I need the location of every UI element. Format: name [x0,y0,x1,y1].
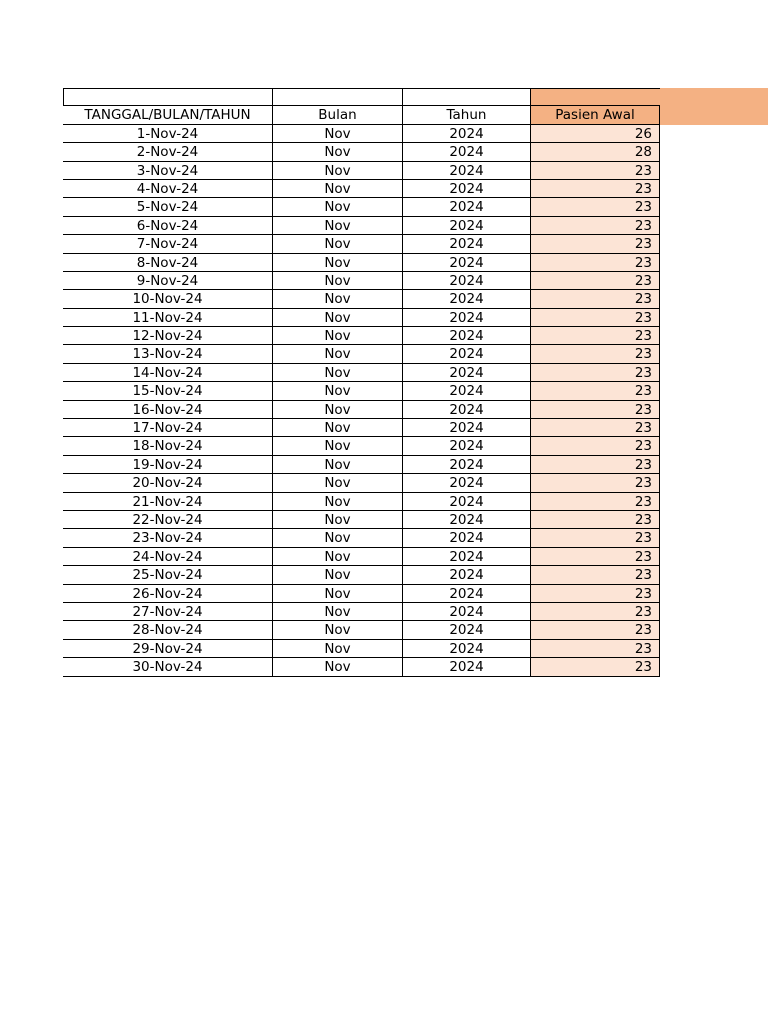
cell-month[interactable]: Nov [273,217,403,235]
cell-date[interactable]: 25-Nov-24 [63,566,273,584]
cell-year[interactable]: 2024 [403,198,531,216]
cell-month[interactable]: Nov [273,401,403,419]
cell-month[interactable]: Nov [273,235,403,253]
cell-month[interactable]: Nov [273,585,403,603]
table-row [63,493,660,511]
table-row [63,327,660,345]
cell-initial-patients[interactable]: 23 [531,566,660,584]
cell-month[interactable]: Nov [273,437,403,455]
table-row [63,143,660,161]
table-header-row [63,106,660,124]
table-row [63,401,660,419]
cell-initial-patients[interactable]: 23 [531,511,660,529]
cell-month[interactable]: Nov [273,198,403,216]
cell-date[interactable]: 23-Nov-24 [63,529,273,547]
cell-year[interactable]: 2024 [403,125,531,143]
cell-initial-patients[interactable]: 23 [531,640,660,658]
cell-month[interactable]: Nov [273,640,403,658]
cell-initial-patients[interactable]: 23 [531,456,660,474]
cell-year[interactable]: 2024 [403,658,531,676]
cell-initial-patients[interactable]: 23 [531,419,660,437]
cell-date[interactable]: 18-Nov-24 [63,437,273,455]
cell-initial-patients[interactable]: 23 [531,272,660,290]
cell-year[interactable]: 2024 [403,143,531,161]
cell-month[interactable]: Nov [273,345,403,363]
cell-initial-patients[interactable]: 23 [531,364,660,382]
table-row [63,309,660,327]
cell-year[interactable]: 2024 [403,345,531,363]
cell-date[interactable]: 2-Nov-24 [63,143,273,161]
cell-initial-patients[interactable]: 23 [531,235,660,253]
cell-date[interactable]: 26-Nov-24 [63,585,273,603]
cell-month[interactable]: Nov [273,162,403,180]
table-row [63,254,660,272]
table-row [63,621,660,639]
table-row [63,198,660,216]
cell-year[interactable]: 2024 [403,180,531,198]
table-row [63,566,660,584]
cell-date[interactable]: 7-Nov-24 [63,235,273,253]
header-fill-extension [660,88,768,125]
cell-initial-patients[interactable]: 23 [531,437,660,455]
cell-year[interactable]: 2024 [403,235,531,253]
cell-date[interactable]: 3-Nov-24 [63,162,273,180]
cell-initial-patients[interactable]: 23 [531,585,660,603]
cell-year[interactable]: 2024 [403,437,531,455]
patient-table [63,88,660,677]
table-row [63,474,660,492]
cell-year[interactable]: 2024 [403,364,531,382]
table-row [63,235,660,253]
cell-date[interactable]: 8-Nov-24 [63,254,273,272]
cell-date[interactable]: 27-Nov-24 [63,603,273,621]
cell-initial-patients[interactable]: 23 [531,180,660,198]
cell-month[interactable]: Nov [273,309,403,327]
cell-initial-patients[interactable]: 23 [531,382,660,400]
cell-date[interactable]: 1-Nov-24 [63,125,273,143]
table-row [63,585,660,603]
table-row [63,658,660,676]
cell-month[interactable]: Nov [273,603,403,621]
cell-month[interactable]: Nov [273,529,403,547]
header-date[interactable]: TANGGAL/BULAN/TAHUN [63,106,273,124]
cell-initial-patients[interactable]: 23 [531,217,660,235]
cell-initial-patients[interactable]: 23 [531,327,660,345]
table-row [63,640,660,658]
table-row [63,125,660,143]
cell-year[interactable]: 2024 [403,382,531,400]
cell-date[interactable]: 22-Nov-24 [63,511,273,529]
cell-date[interactable]: 17-Nov-24 [63,419,273,437]
cell-year[interactable]: 2024 [403,290,531,308]
table-row [63,364,660,382]
table-row [63,290,660,308]
cell-date[interactable]: 29-Nov-24 [63,640,273,658]
cell-year[interactable]: 2024 [403,272,531,290]
table-row [63,419,660,437]
cell-date[interactable]: 10-Nov-24 [63,290,273,308]
cell-year[interactable]: 2024 [403,474,531,492]
cell-initial-patients[interactable]: 23 [531,290,660,308]
header-year[interactable]: Tahun [403,106,531,124]
cell-month[interactable]: Nov [273,254,403,272]
cell-year[interactable]: 2024 [403,217,531,235]
cell-initial-patients[interactable]: 23 [531,309,660,327]
table-row [63,162,660,180]
cell-month[interactable]: Nov [273,290,403,308]
cell-month[interactable]: Nov [273,419,403,437]
table-row [63,437,660,455]
cell-month[interactable]: Nov [273,327,403,345]
cell-year[interactable]: 2024 [403,585,531,603]
cell-month[interactable]: Nov [273,364,403,382]
cell-initial-patients[interactable]: 23 [531,198,660,216]
cell-initial-patients[interactable]: 23 [531,621,660,639]
cell-month[interactable]: Nov [273,180,403,198]
blank-cell[interactable] [273,88,403,106]
cell-initial-patients[interactable]: 23 [531,474,660,492]
header-month[interactable]: Bulan [273,106,403,124]
cell-date[interactable]: 9-Nov-24 [63,272,273,290]
table-row [63,548,660,566]
cell-month[interactable]: Nov [273,474,403,492]
cell-month[interactable]: Nov [273,658,403,676]
cell-initial-patients[interactable]: 23 [531,162,660,180]
cell-date[interactable]: 21-Nov-24 [63,493,273,511]
cell-year[interactable]: 2024 [403,511,531,529]
cell-year[interactable]: 2024 [403,548,531,566]
table-row [63,272,660,290]
table-row [63,456,660,474]
cell-date[interactable]: 15-Nov-24 [63,382,273,400]
cell-initial-patients[interactable]: 23 [531,345,660,363]
header-initial-patients[interactable]: Pasien Awal [531,106,660,124]
table-row [63,603,660,621]
table-row [63,382,660,400]
cell-year[interactable]: 2024 [403,419,531,437]
cell-month[interactable]: Nov [273,566,403,584]
cell-year[interactable]: 2024 [403,401,531,419]
cell-month[interactable]: Nov [273,143,403,161]
cell-month[interactable]: Nov [273,382,403,400]
blank-cell[interactable] [531,88,660,106]
cell-initial-patients[interactable]: 28 [531,143,660,161]
cell-year[interactable]: 2024 [403,309,531,327]
cell-date[interactable]: 30-Nov-24 [63,658,273,676]
cell-date[interactable]: 20-Nov-24 [63,474,273,492]
cell-year[interactable]: 2024 [403,640,531,658]
cell-date[interactable]: 24-Nov-24 [63,548,273,566]
cell-initial-patients[interactable]: 23 [531,254,660,272]
cell-year[interactable]: 2024 [403,254,531,272]
table-row [63,511,660,529]
cell-date[interactable]: 28-Nov-24 [63,621,273,639]
cell-date[interactable]: 6-Nov-24 [63,217,273,235]
cell-initial-patients[interactable]: 23 [531,493,660,511]
cell-date[interactable]: 13-Nov-24 [63,345,273,363]
table-row [63,180,660,198]
cell-year[interactable]: 2024 [403,493,531,511]
cell-initial-patients[interactable]: 23 [531,529,660,547]
cell-year[interactable]: 2024 [403,529,531,547]
cell-year[interactable]: 2024 [403,603,531,621]
cell-initial-patients[interactable]: 23 [531,548,660,566]
cell-initial-patients[interactable]: 26 [531,125,660,143]
cell-year[interactable]: 2024 [403,162,531,180]
cell-date[interactable]: 19-Nov-24 [63,456,273,474]
blank-cell[interactable] [63,88,273,106]
cell-month[interactable]: Nov [273,511,403,529]
cell-month[interactable]: Nov [273,456,403,474]
cell-month[interactable]: Nov [273,272,403,290]
cell-date[interactable]: 11-Nov-24 [63,309,273,327]
cell-initial-patients[interactable]: 23 [531,401,660,419]
cell-initial-patients[interactable]: 23 [531,658,660,676]
cell-year[interactable]: 2024 [403,566,531,584]
table-row [63,529,660,547]
cell-month[interactable]: Nov [273,493,403,511]
cell-date[interactable]: 16-Nov-24 [63,401,273,419]
cell-year[interactable]: 2024 [403,327,531,345]
blank-row [63,88,660,106]
cell-month[interactable]: Nov [273,125,403,143]
cell-year[interactable]: 2024 [403,621,531,639]
cell-date[interactable]: 14-Nov-24 [63,364,273,382]
cell-date[interactable]: 4-Nov-24 [63,180,273,198]
cell-month[interactable]: Nov [273,548,403,566]
cell-date[interactable]: 12-Nov-24 [63,327,273,345]
table-row [63,345,660,363]
cell-date[interactable]: 5-Nov-24 [63,198,273,216]
blank-cell[interactable] [403,88,531,106]
cell-initial-patients[interactable]: 23 [531,603,660,621]
cell-month[interactable]: Nov [273,621,403,639]
table-row [63,217,660,235]
cell-year[interactable]: 2024 [403,456,531,474]
